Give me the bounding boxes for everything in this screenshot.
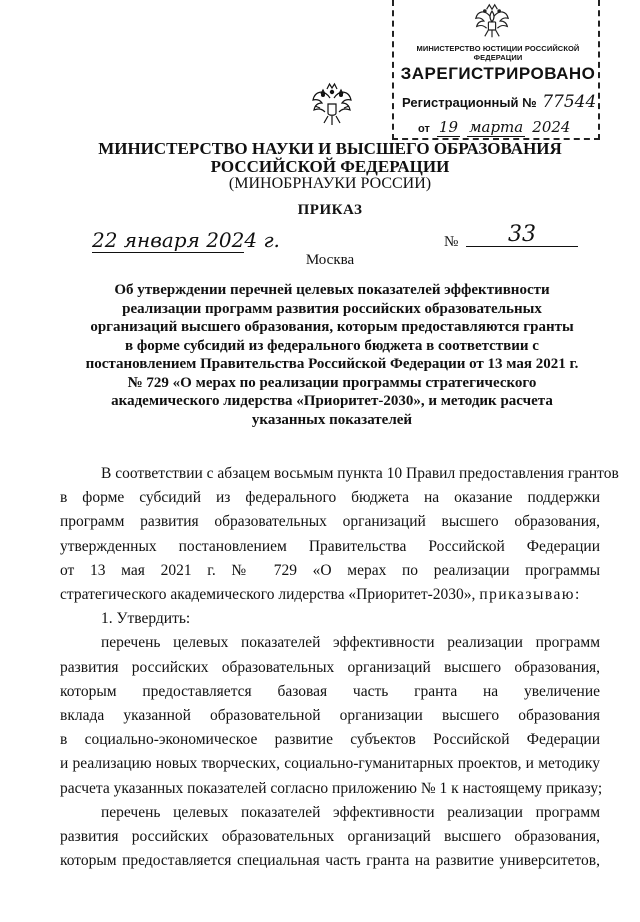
state-emblem-icon xyxy=(312,82,352,126)
subject-line: в форме субсидий из федерального бюджета в соответствии с xyxy=(125,337,539,354)
body-line: от 13 мая 2021 г. № 729 «О мерах по реализации программы xyxy=(60,561,600,579)
body-line: В соответствии с абзацем восьмым пункта 10 Правил предоставления грантов xyxy=(101,465,619,482)
subject-line: № 729 «О мерах по реализации программы стратегического xyxy=(127,374,537,391)
stamp-reg-year: 2024 xyxy=(532,118,571,136)
stamp-registration-date xyxy=(418,118,570,136)
subject-line: реализации программ развития российских образовательных xyxy=(122,300,542,317)
stamp-reg-day: 19 xyxy=(438,118,458,136)
stamp-emblem-icon xyxy=(474,2,510,40)
subject-line: академического лидерства «Приоритет-2030», и методик расчета xyxy=(111,393,553,409)
ministry-name-line1: МИНИСТЕРСТВО НАУКИ И ВЫСШЕГО ОБРАЗОВАНИЯ xyxy=(98,139,562,158)
body-line: в социально-экономическое развитие субъектов Российской Федерации xyxy=(60,731,600,749)
stamp-from-label: от xyxy=(418,123,430,135)
order-keyword: приказываю: xyxy=(479,586,581,604)
body-line: утвержденных постановлением Правительства Российской Федерации xyxy=(60,537,600,555)
registration-stamp xyxy=(392,0,600,140)
ministry-short-name: (МИНОБРНАУКИ РОССИИ) xyxy=(228,175,432,192)
stamp-registration-number xyxy=(402,92,596,112)
ministry-name-line2: РОССИЙСКОЙ ФЕДЕРАЦИИ xyxy=(210,157,450,176)
body-line: развития российских образовательных организаций высшего образования, xyxy=(60,658,600,676)
order-subject xyxy=(72,281,592,429)
order-number-handwritten: 33 xyxy=(466,222,578,247)
body-line: которым предоставляется базовая часть гранта на увеличение xyxy=(60,682,600,700)
stamp-registered-label: ЗАРЕГИСТРИРОВАНО xyxy=(400,64,596,83)
body-line: которым предоставляется специальная часть гранта на развитие университетов, xyxy=(60,852,600,870)
body-line: вклада указанной образовательной организации высшего образования xyxy=(60,707,600,725)
document-type-title: ПРИКАЗ xyxy=(297,202,363,218)
order-body xyxy=(60,462,619,873)
stamp-ministry-name: МИНИСТЕРСТВО ЮСТИЦИИ РОССИЙСКОЙ ФЕДЕРАЦИИ xyxy=(416,44,580,62)
subject-line: Об утверждении перечней целевых показателей эффективности xyxy=(114,282,550,298)
stamp-reg-month: марта xyxy=(469,118,524,136)
order-date-handwritten: 22 января 2024 г. xyxy=(92,228,280,252)
body-line: развития российских образовательных организаций высшего образования, xyxy=(60,828,600,846)
body-line: программ развития образовательных организаций высшего образования, xyxy=(60,513,600,531)
body-line: расчета указанных показателей согласно приложению № 1 к настоящему приказу; xyxy=(60,779,603,797)
body-line: в форме субсидий из федерального бюджета на оказание поддержки xyxy=(60,489,600,507)
body-line xyxy=(60,583,600,607)
city-name: Москва xyxy=(305,252,355,268)
stamp-reg-number-label: Регистрационный № xyxy=(402,95,537,110)
stamp-reg-number-handwritten: 77544 xyxy=(542,92,597,112)
body-line: перечень целевых показателей эффективности реализации программ xyxy=(101,803,600,821)
body-line: перечень целевых показателей эффективности реализации программ xyxy=(101,634,600,652)
subject-line: указанных показателей xyxy=(251,411,413,428)
body-line: и реализацию новых творческих, социально-гуманитарных проектов, и методику xyxy=(60,755,600,773)
order-number-label: № xyxy=(444,234,459,250)
subject-line: постановлением Правительства Российской Федерации от 13 мая 2021 г. xyxy=(85,356,579,372)
subject-line: организаций высшего образования, которым предоставляются гранты xyxy=(90,319,574,335)
body-line-text: стратегического академического лидерства «Приоритет-2030», xyxy=(60,586,480,604)
item-heading: 1. Утвердить: xyxy=(101,610,191,628)
